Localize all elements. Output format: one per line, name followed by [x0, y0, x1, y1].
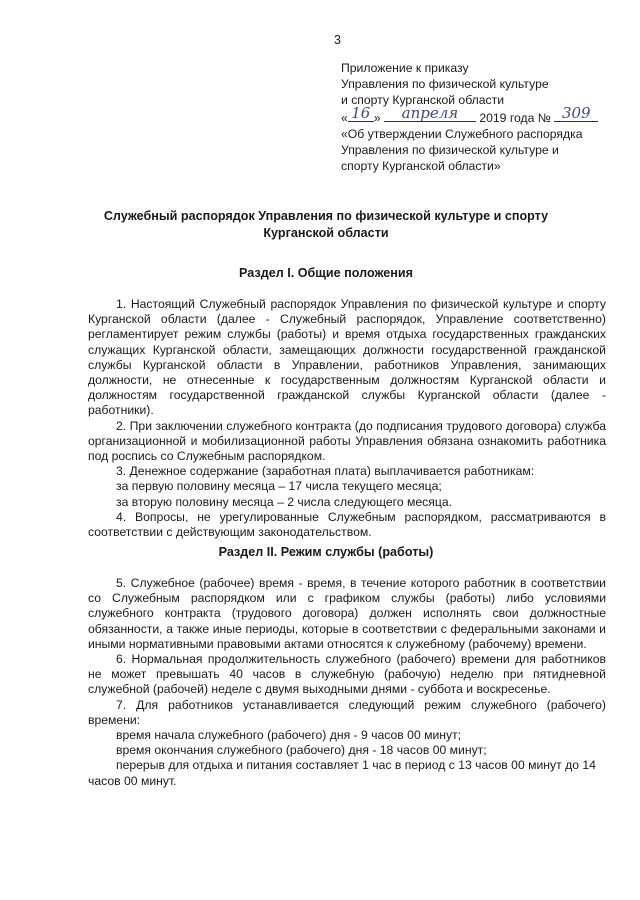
paragraph: за вторую половину месяца – 2 числа следующего месяца.: [116, 494, 452, 509]
date-month-handwritten: апреля: [401, 104, 459, 122]
order-date-line: [341, 104, 631, 126]
appendix-block: [341, 60, 631, 174]
appendix-line: и спорту Курганской области: [341, 93, 505, 107]
paragraph: время начала служебного (рабочего) дня - 9 часов 00 минут;: [116, 728, 462, 743]
section-2-title: Раздел II. Режим службы (работы): [218, 545, 434, 559]
paragraph: перерыв для отдыха и питания составляет 1 час в период с 13 часов 00 минут до 14 часов 00 минут.: [88, 758, 596, 788]
appendix-line: Приложение к приказу: [341, 61, 469, 75]
open-quote: «: [341, 111, 348, 125]
paragraph: 2. При заключении служебного контракта (до подписания трудового договора) служба организационной и мобилизационной работы Управления обязана ознакомить работника под роспись со Служебным распорядком.: [88, 418, 606, 464]
section-1-title: Раздел I. Общие положения: [239, 266, 413, 280]
close-quote: »: [373, 111, 381, 125]
paragraph: 4. Вопросы, не урегулированные Служебным распорядком, рассматриваются в соответствии с действующим законодательством.: [88, 509, 606, 540]
appendix-line: Управления по физической культуре и: [341, 143, 559, 157]
appendix-line: «Об утверждении Служебного распорядка: [341, 127, 583, 141]
paragraph: 5. Служебное (рабочее) время - время, в течение которого работник в соответствии со Служебным распорядком или с графиком службы (работы) либо условиями служебного контракта (трудового договора) должен исполнять свои должностные обязанности, а также иные периоды, которые в соответствии с федеральными законами и иными нормативными правовыми актами относятся к служебному (рабочему) времени.: [88, 576, 606, 651]
date-year-text: 2019 года №: [479, 111, 551, 125]
paragraph: 1. Настоящий Служебный распорядок Управления по физической культуре и спорту Курганской области (далее - Служебный распорядок, Управление соответственно) регламентирует режим службы (работы) и время отдыха государственных гражданских служащих Курганской области, замещающих должности государственной гражданской службы Курганской области в Управлении, работников Управления, занимающих должности, не отнесенные к государственным должностям Курганской области и должностям государственной гражданской службы Курганской области (далее - работники).: [88, 297, 606, 418]
appendix-line: спорту Курганской области»: [341, 159, 501, 173]
document-title: Служебный распорядок Управления по физической культуре и спорту Курганской области: [103, 209, 549, 240]
order-number-field: [554, 104, 598, 122]
date-day-field: [348, 104, 374, 122]
paragraph: 7. Для работников устанавливается следующий режим служебного (рабочего) времени:: [88, 697, 606, 727]
date-month-field: [384, 104, 476, 122]
appendix-line: Управления по физической культуре: [341, 77, 549, 91]
paragraph: время окончания служебного (рабочего) дня - 18 часов 00 минут;: [116, 743, 487, 758]
date-day-handwritten: 16: [351, 104, 371, 122]
paragraph: за первую половину месяца – 17 числа текущего месяца;: [116, 479, 442, 494]
paragraph: 3. Денежное содержание (заработная плата) выплачивается работникам:: [116, 464, 535, 479]
page-number: 3: [334, 33, 341, 47]
order-number-handwritten: 309: [561, 104, 591, 122]
section-2-body: [88, 576, 606, 789]
paragraph: 6. Нормальная продолжительность служебного (рабочего) времени для работников не может превышать 40 часов в служебную (рабочую) неделю при пятидневной служебной (рабочей) неделе с двумя выходными днями - суббота и воскресенье.: [88, 652, 606, 697]
section-1-body: [88, 297, 606, 540]
